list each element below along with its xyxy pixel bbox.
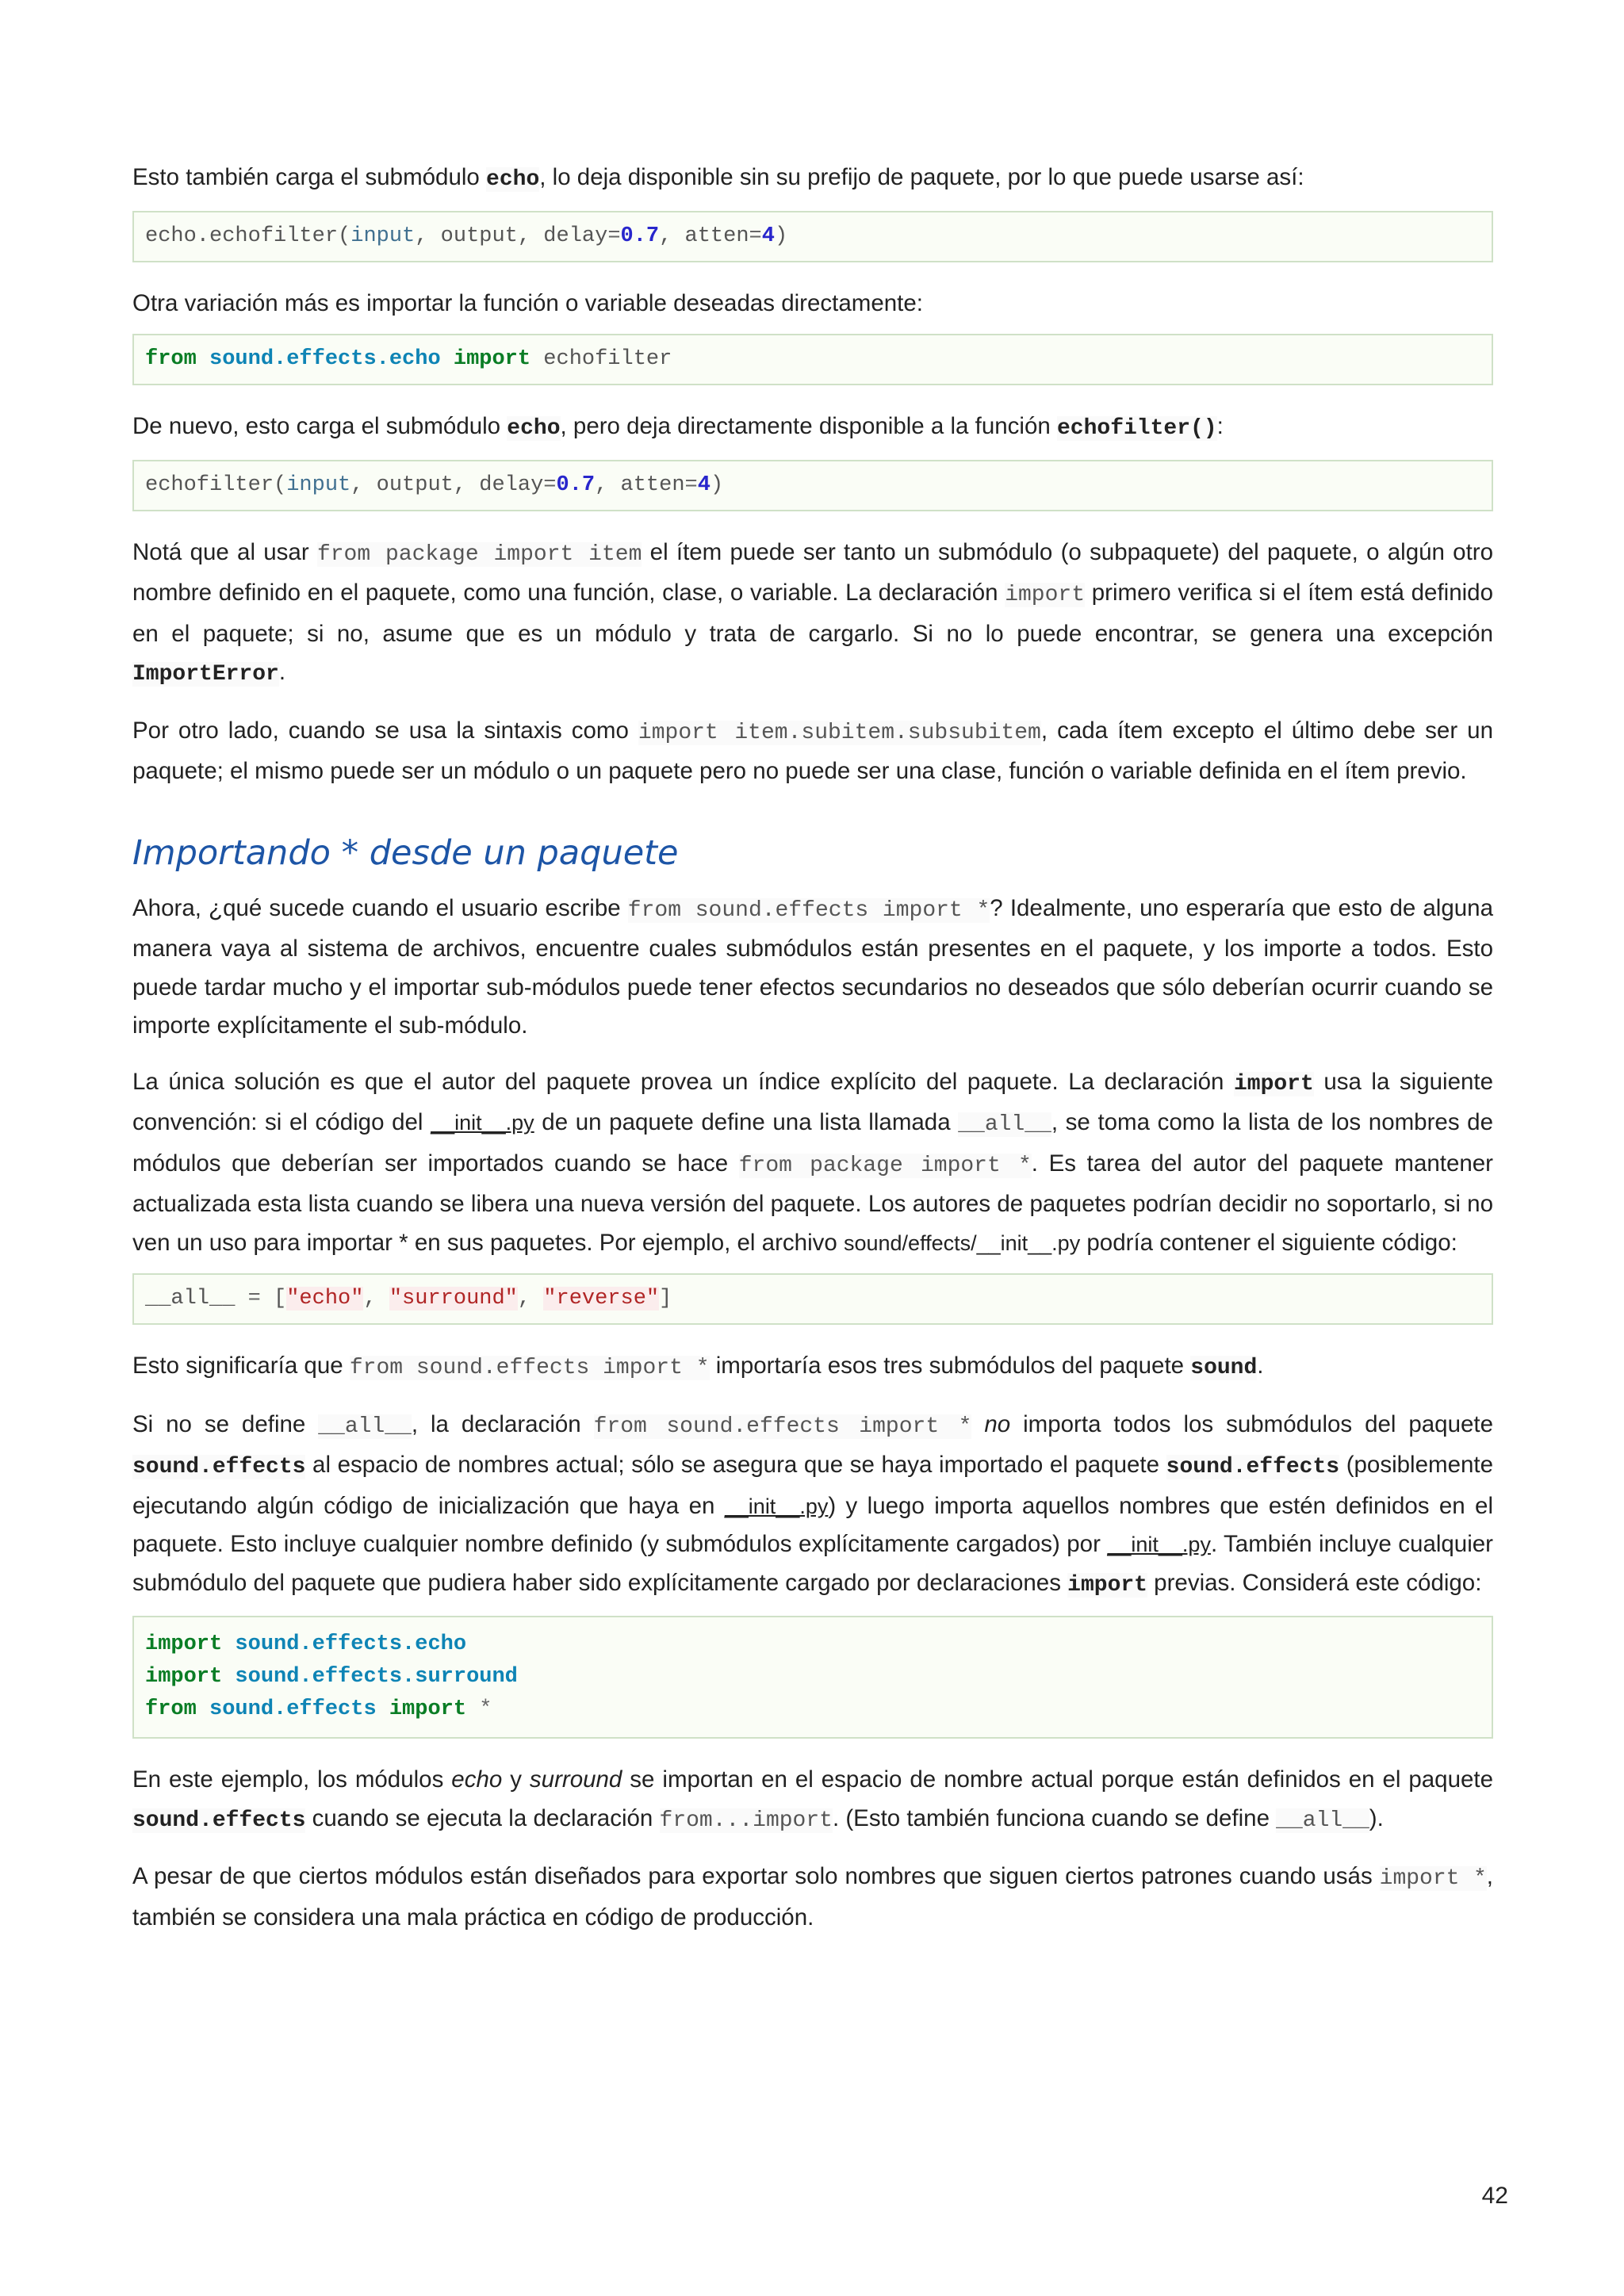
paragraph-note-item: Notá que al usar from package import item el ítem puede ser tanto un submódulo (o subpaquete) del paquete, o algún otro nombre definido en el paquete, como una función, clase, o variable. La declaración import primero verifica si el ítem está definido en el paquete; si no, asume que es un módulo y trata de cargarlo. Si no lo puede encontrar, se genera una excepción ImportError.	[132, 538, 1494, 687]
inline-code: sound	[1190, 1356, 1258, 1380]
paragraph-example-explained: En este ejemplo, los módulos echo y surround se importan en el espacio de nombre actual porque están definidos en el paquete sound.effects cuando se ejecuta la declaración from...import. (Esto también funciona cuando se define __all__).	[132, 1766, 1493, 1833]
paragraph-bad-practice: A pesar de que ciertos módulos están diseñados para exportar solo nombres que siguen ciertos patrones cuando usás import *, también se considera una mala práctica en código de producción.	[132, 1863, 1493, 1931]
code-block-imports	[132, 1616, 1493, 1739]
inline-code: from sound.effects import *	[593, 1414, 972, 1439]
paragraph-import-star: Ahora, ¿qué sucede cuando el usuario escribe from sound.effects import *? Idealmente, uno esperaría que esto de alguna manera vaya al sistema de archivos, encuentre cuales submódulos están presentes en el paquete, y los importe a todos. Esto puede tardar mucho y el importar sub-módulos puede tener efectos secundarios no deseados que sólo deberían ocurrir cuando se importe explícitamente el sub-módulo.	[132, 894, 1493, 1039]
paragraph-would-import: Esto significaría que from sound.effects import * importaría esos tres submódulos del paquete sound.	[132, 1353, 1264, 1380]
paragraph-subitem-syntax: Por otro lado, cuando se usa la sintaxis como import item.subitem.subsubitem, cada ítem excepto el último debe ser un paquete; el mismo puede ser un módulo o un paquete pero no puede ser una clase, función o variable definida en el ítem previo.	[132, 717, 1493, 784]
code-line: import sound.effects.echo	[145, 1632, 467, 1656]
paragraph-import-directly: Otra variación más es importar la función o variable deseadas directamente:	[132, 289, 923, 316]
inline-code: ImportError	[132, 662, 279, 687]
paragraph-again-load: De nuevo, esto carga el submódulo echo, pero deja directamente disponible a la función echofilter():	[132, 413, 1224, 441]
file-name: __init__.py	[724, 1494, 829, 1518]
file-name: __init__.py	[1107, 1533, 1211, 1556]
code-line: from sound.effects import *	[145, 1697, 492, 1721]
inline-code: from package import *	[738, 1153, 1032, 1178]
inline-code: __all__	[958, 1112, 1051, 1137]
inline-code: sound.effects	[1166, 1455, 1340, 1479]
code-line: import sound.effects.surround	[145, 1665, 518, 1689]
inline-code: from...import	[659, 1808, 833, 1833]
file-name: __init__.py	[431, 1111, 534, 1135]
code-block-from-import: from sound.effects.echo import echofilter	[132, 334, 1493, 385]
inline-code: __all__	[318, 1414, 412, 1439]
inline-code: import	[1233, 1071, 1314, 1096]
inline-code: sound.effects	[132, 1808, 306, 1833]
code-block-all-list: __all__ = ["echo", "surround", "reverse"]	[132, 1273, 1493, 1325]
inline-code: import item.subitem.subsubitem	[638, 720, 1041, 745]
inline-code: import *	[1379, 1866, 1487, 1891]
document-page	[132, 159, 1493, 1954]
inline-code: import	[1005, 583, 1086, 607]
page-number: 42	[1481, 2183, 1508, 2209]
paragraph-echo-load: Esto también carga el submódulo echo, lo deja disponible sin su prefijo de paquete, por lo que puede usarse así:	[132, 164, 1304, 192]
inline-code: __all__	[1276, 1808, 1369, 1833]
inline-code: from sound.effects import *	[349, 1356, 710, 1380]
inline-code: echo	[486, 167, 540, 192]
inline-code: echo	[507, 416, 561, 441]
file-name: sound/effects/__init__.py	[843, 1230, 1081, 1255]
inline-code: from sound.effects import *	[627, 897, 990, 923]
paragraph-all-convention: La única solución es que el autor del paquete provea un índice explícito del paquete. La declaración import usa la siguiente convención: si el código del __init__.py de un paquete define una lista llamada __all__, se toma como la lista de los nombres de módulos que deberían ser importados cuando se hace from package import *. Es tarea del autor del paquete mantener actualizada esta lista cuando se libera una nueva versión del paquete. Los autores de paquetes podrían decidir no soportarlo, si no ven un uso para importar * en sus paquetes. Por ejemplo, el archivo sound/effects/__init__.py podría contener el siguiente código:	[132, 1068, 1494, 1256]
inline-code: echofilter()	[1056, 416, 1217, 441]
code-block-echofilter-call: echo.echofilter(input, output, delay=0.7, atten=4)	[132, 211, 1493, 262]
inline-code: import	[1067, 1572, 1147, 1598]
section-heading: Importando * desde un paquete	[132, 832, 679, 873]
inline-code: sound.effects	[132, 1455, 306, 1479]
code-block-echofilter-direct: echofilter(input, output, delay=0.7, atten=4)	[132, 460, 1493, 511]
paragraph-all-undefined: Si no se define __all__, la declaración from sound.effects import * no importa todos los submódulos del paquete sound.effects al espacio de nombres actual; sólo se asegura que se haya importado el paquete sound.effects (posiblemente ejecutando algún código de inicialización que haya en __init__.py) y luego importa aquellos nombres que estén definidos en el paquete. Esto incluye cualquier nombre definido (y submódulos explícitamente cargados) por __init__.py. También incluye cualquier submódulo del paquete que pudiera haber sido explícitamente cargado por declaraciones import previas. Considerá este código:	[132, 1410, 1493, 1598]
inline-code: from package import item	[316, 541, 642, 567]
